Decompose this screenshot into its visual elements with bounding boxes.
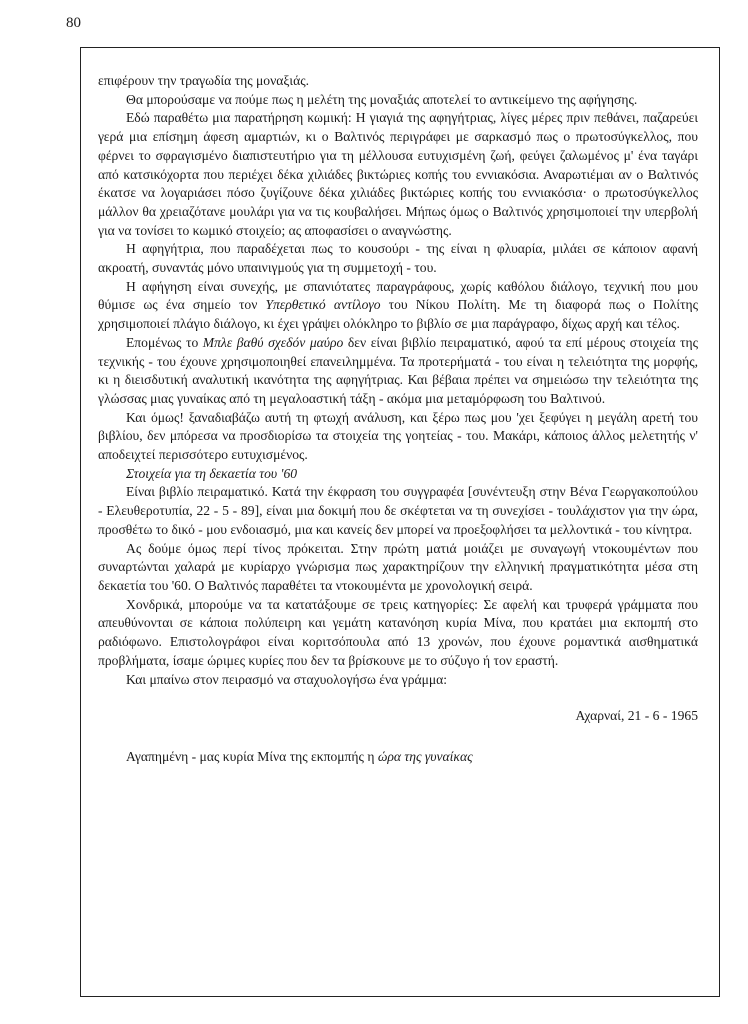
paragraph: Και μπαίνω στον πειρασμό να σταχυολογήσω ένα γράμμα: <box>126 671 448 687</box>
paragraph: Η αφήγηση είναι συνεχής, με σπανιότατες παραγράφους, χωρίς καθόλου διάλογο, τεχνική που μου θύμισε ως ένα σημείο τον Υπερθετικό αντίλογο του Νίκου Πολίτη. Με τη διαφορά πως ο Πολίτης χρησιμοποιεί πλάγιο διάλογο, κι έχει γράψει ολόκληρο το βιβλίο σε μια παράγραφο, δίχως αρχή και τέλος. <box>98 278 698 332</box>
paragraph: επιφέρουν την τραγωδία της μοναξιάς. <box>98 73 309 88</box>
letter-place-date: Αχαρναί, 21 - 6 - 1965 <box>575 708 698 724</box>
letter-greeting-text: Αγαπημένη - μας κυρία Μίνα της εκπομπής η <box>126 748 378 764</box>
paragraph: Επομένως το Μπλε βαθύ σχεδόν μαύρο δεν είναι βιβλίο πειραματικό, αφού τα επί μέρους στοιχεία της τεχνικής - του έχουνε χρησιμοποιηθεί επανειλημμένα. Τα προτερήματά - του είναι η τελειότητα της μορφής, κι η διεισδυτική αναλυτική ικανότητα της αφηγήτριας. Και βέβαια πρέπει να σημειώσω την τελειότητα της γλώσσας μιας γυναίκας από τη μεγαλοαστική τάξη - ακόμα μια μεταμόρφωση του Βαλτινού. <box>98 334 699 406</box>
page-body <box>98 72 698 767</box>
paragraph: Εδώ παραθέτω μια παρατήρηση κωμική: Η γιαγιά της αφηγήτριας, λίγες μέρες πριν πεθάνει, παζαρεύει γερά μια επίσημη άφεση αμαρτιών, κι ο Βαλτινός περιγράφει με σαρκασμό πως ο πρωτοσύγκελλος, που φέρνει το σφραγισμένο διαπιστευτήριο για τη μέλλουσα ευτυχισμένη ζωή, φεύγει ζαλωμένος μ' ένα ταγάρι από κατσικόχορτα που περιέχει δέκα χιλιάδες βικτώριες κοπής του εννιακόσια. Αναρωτιέμαι αν ο Βαλτινός έκατσε να λογαριάσει πόσο ζυγίζουνε δέκα χιλιάδες βικτώριες κοπής του εννιακόσια· ο πρωτοσύγκελλος μάλλον θα χρειαζότανε μουλάρι για να τις κουβαλήσει. Μήπως όμως ο Βαλτινός χρησιμοποιεί την υπερβολή για να τονίσει το κωμικό στοιχείο; ας αποφασίσει ο αναγνώστης. <box>98 110 698 238</box>
book-title: Υπερθετικό αντίλογο <box>265 297 381 313</box>
paragraph: Η αφηγήτρια, που παραδέχεται πως το κουσούρι - της είναι η φλυαρία, μιλάει σε κάποιον αφανή ακροατή, συναντάς μόνο υπαινιγμούς για τη συμμετοχή - του. <box>98 241 698 276</box>
page-number: 80 <box>66 15 81 31</box>
section-heading: Στοιχεία για τη δεκαετία του '60 <box>126 465 298 481</box>
letter-greeting-show-title: ώρα της γυναίκας <box>377 748 473 764</box>
paragraph: Ας δούμε όμως περί τίνος πρόκειται. Στην πρώτη ματιά μοιάζει με συναγωγή ντοκουμέντων που συναρτώνται χαλαρά με κυρίαρχο γνώρισμα πως χαρακτηρίζουν την ελληνική πραγματικότητα μέσα στη δεκαετία του '60. Ο Βαλτινός παραθέτει τα ντοκουμέντα με χρονολογική σειρά. <box>98 540 698 593</box>
paragraph: Θα μπορούσαμε να πούμε πως η μελέτη της μοναξιάς αποτελεί το αντικείμενο της αφήγησης. <box>126 91 638 107</box>
paragraph: Και όμως! ξαναδιαβάζω αυτή τη φτωχή ανάλυση, και ξέρω πως μου 'χει ξεφύγει η μεγάλη αρετή του βιβλίου, δεν μπόρεσα να προσδιορίσω τα στοιχεία της γοητείας - του. Μακάρι, κάποιος άλλος μελετητής ν' αποδειχτεί περισσότερο ευτυχισμένος. <box>98 409 698 463</box>
letter-greeting <box>98 748 698 767</box>
paragraph: Χονδρικά, μπορούμε να τα κατατάξουμε σε τρεις κατηγορίες: Σε αφελή και τρυφερά γράμματα που απευθύνονται σε κάποια πολύπειρη και γεμάτη κατανόηση κυρία Μίνα, που κρατάει μια εκπομπή στο ραδιόφωνο. Επιστολογράφοι είναι κοριτσόπουλα από 13 χρονών, που έχουνε ρομαντικά αισθηματικά προβλήματα, ίσαμε ώριμες κυρίες που δεν τα βρίσκουνε με το σύζυγο ή τον εραστή. <box>98 596 698 668</box>
book-title: Μπλε βαθύ σχεδόν μαύρο <box>202 334 344 350</box>
paragraph: Είναι βιβλίο πειραματικό. Κατά την έκφραση του συγγραφέα [συνέντευξη στην Βένα Γεωργακοπούλου - Ελευθεροτυπία, 22 - 5 - 89], είναι μια δοκιμή που δε σκέφτεται να τη συνεχίσει - τουλάχιστον για την ώρα, προσθέτω το δικό - μου ενδοιασμό, μια και κανείς δεν μπορεί να προεξοφλήσει τα μελλοντικά - του κίνητρα. <box>98 484 698 537</box>
